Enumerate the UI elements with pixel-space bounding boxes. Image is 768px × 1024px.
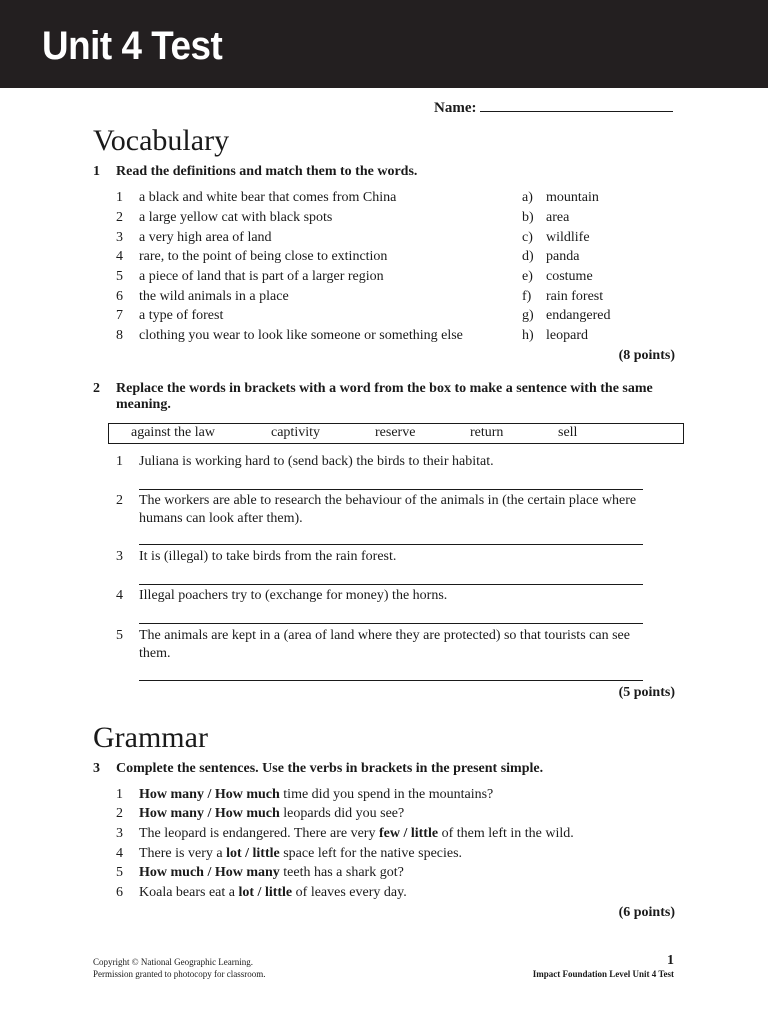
choice[interactable]: lot / little (226, 846, 280, 861)
answer-line[interactable] (139, 623, 643, 624)
option-letter: h) (522, 328, 534, 343)
sentence-text: The animals are kept in a (area of land where they are protected) so that tourists can see them. (139, 628, 630, 661)
answer-line[interactable] (139, 544, 643, 545)
sentence-tail: time did you spend in the mountains? (279, 787, 494, 802)
sentence-tail: of them left in the wild. (438, 826, 574, 841)
section-title-vocabulary: Vocabulary (93, 124, 230, 157)
sentence-number: 5 (116, 865, 123, 880)
grammar-sentence (139, 806, 404, 822)
option-word: costume (546, 269, 593, 284)
sentence-number: 3 (116, 826, 123, 841)
page-number: 1 (667, 953, 674, 968)
option-word: wildlife (546, 230, 590, 245)
sentence-text: The workers are able to research the behaviour of the animals in (the certain place where humans can look after them). (139, 493, 637, 526)
box-word: reserve (375, 425, 416, 440)
option-letter: g) (522, 308, 534, 323)
question-number: 3 (93, 761, 100, 776)
option-letter: b) (522, 210, 534, 225)
points-q2: (5 points) (618, 685, 675, 700)
word-box (108, 423, 684, 444)
definition-text: a large yellow cat with black spots (139, 210, 333, 225)
definition-number: 5 (116, 269, 123, 284)
option-word: panda (546, 249, 580, 264)
sentence-number: 3 (116, 549, 123, 564)
definition-text: the wild animals in a place (139, 289, 289, 304)
definition-number: 3 (116, 230, 123, 245)
sentence-number: 6 (116, 885, 123, 900)
question-instruction: Replace the words in brackets with a word from the box to make a sentence with the same meaning. (116, 381, 653, 412)
definition-number: 6 (116, 289, 123, 304)
definition-text: a black and white bear that comes from China (139, 190, 397, 205)
question-number: 2 (93, 381, 100, 396)
footer-copyright: Copyright © National Geographic Learning. (93, 957, 254, 967)
sentence-text: Juliana is working hard to (send back) the birds to their habitat. (139, 454, 494, 469)
grammar-sentence (139, 846, 462, 862)
question-instruction: Complete the sentences. Use the verbs in brackets in the present simple. (116, 761, 544, 776)
answer-line[interactable] (139, 680, 643, 681)
sentence-number: 4 (116, 588, 123, 603)
sentence-number: 1 (116, 454, 123, 469)
page-title: Unit 4 Test (42, 24, 223, 68)
sentence-head: The leopard is endangered. There are very (139, 826, 379, 841)
box-word: captivity (271, 425, 320, 440)
definition-number: 4 (116, 249, 123, 264)
sentence-tail: teeth has a shark got? (279, 865, 404, 880)
choice[interactable]: How much / How many (139, 865, 280, 880)
sentence-tail: leopards did you see? (279, 806, 405, 821)
grammar-sentence (139, 787, 493, 803)
choice[interactable]: few / little (378, 826, 439, 841)
name-label: Name: (434, 100, 477, 116)
option-word: rain forest (546, 289, 604, 304)
sentence-number: 5 (116, 628, 123, 643)
definition-number: 7 (116, 308, 123, 323)
definition-text: clothing you wear to look like someone or something else (139, 328, 463, 343)
option-letter: c) (522, 230, 533, 245)
question-number: 1 (93, 164, 100, 179)
points-q1: (8 points) (618, 348, 675, 363)
sentence-text: It is (illegal) to take birds from the rain forest. (139, 549, 397, 564)
option-word: leopard (546, 328, 588, 343)
option-letter: e) (522, 269, 533, 284)
sentence-head: There is very a (139, 846, 227, 861)
box-word: against the law (131, 425, 215, 440)
option-letter: f) (522, 289, 532, 304)
sentence-head: Koala bears eat a (139, 885, 239, 900)
box-word: return (470, 425, 504, 440)
option-letter: d) (522, 249, 534, 264)
grammar-sentence (139, 885, 407, 901)
choice[interactable]: How many / How much (139, 806, 280, 821)
name-field[interactable] (434, 97, 673, 117)
sentence-number: 2 (116, 806, 123, 821)
definition-number: 1 (116, 190, 123, 205)
grammar-sentence (139, 826, 574, 842)
sentence-number: 2 (116, 493, 123, 508)
name-blank[interactable] (480, 97, 673, 112)
sentence-number: 4 (116, 846, 123, 861)
option-word: mountain (546, 190, 599, 205)
definition-text: a type of forest (139, 308, 224, 323)
sentence-tail: space left for the native species. (279, 846, 463, 861)
points-q3: (6 points) (618, 905, 675, 920)
choice[interactable]: lot / little (238, 885, 293, 900)
definition-number: 2 (116, 210, 123, 225)
definition-text: a piece of land that is part of a larger region (139, 269, 384, 284)
option-letter: a) (522, 190, 533, 205)
grammar-sentence (139, 865, 404, 881)
sentence-number: 1 (116, 787, 123, 802)
option-word: endangered (546, 308, 611, 323)
option-word: area (546, 210, 570, 225)
choice[interactable]: How many / How much (139, 787, 280, 802)
footer-permission: Permission granted to photocopy for classroom. (93, 969, 266, 979)
definition-number: 8 (116, 328, 123, 343)
answer-line[interactable] (139, 584, 643, 585)
footer-test-name: Impact Foundation Level Unit 4 Test (532, 969, 674, 979)
question-instruction: Read the definitions and match them to the words. (116, 164, 418, 179)
sentence-text: Illegal poachers try to (exchange for money) the horns. (139, 588, 448, 603)
section-title-grammar: Grammar (93, 721, 208, 754)
definition-text: rare, to the point of being close to extinction (139, 249, 388, 264)
box-word: sell (558, 425, 578, 440)
answer-line[interactable] (139, 489, 643, 490)
sentence-tail: of leaves every day. (292, 885, 407, 900)
definition-text: a very high area of land (139, 230, 272, 245)
